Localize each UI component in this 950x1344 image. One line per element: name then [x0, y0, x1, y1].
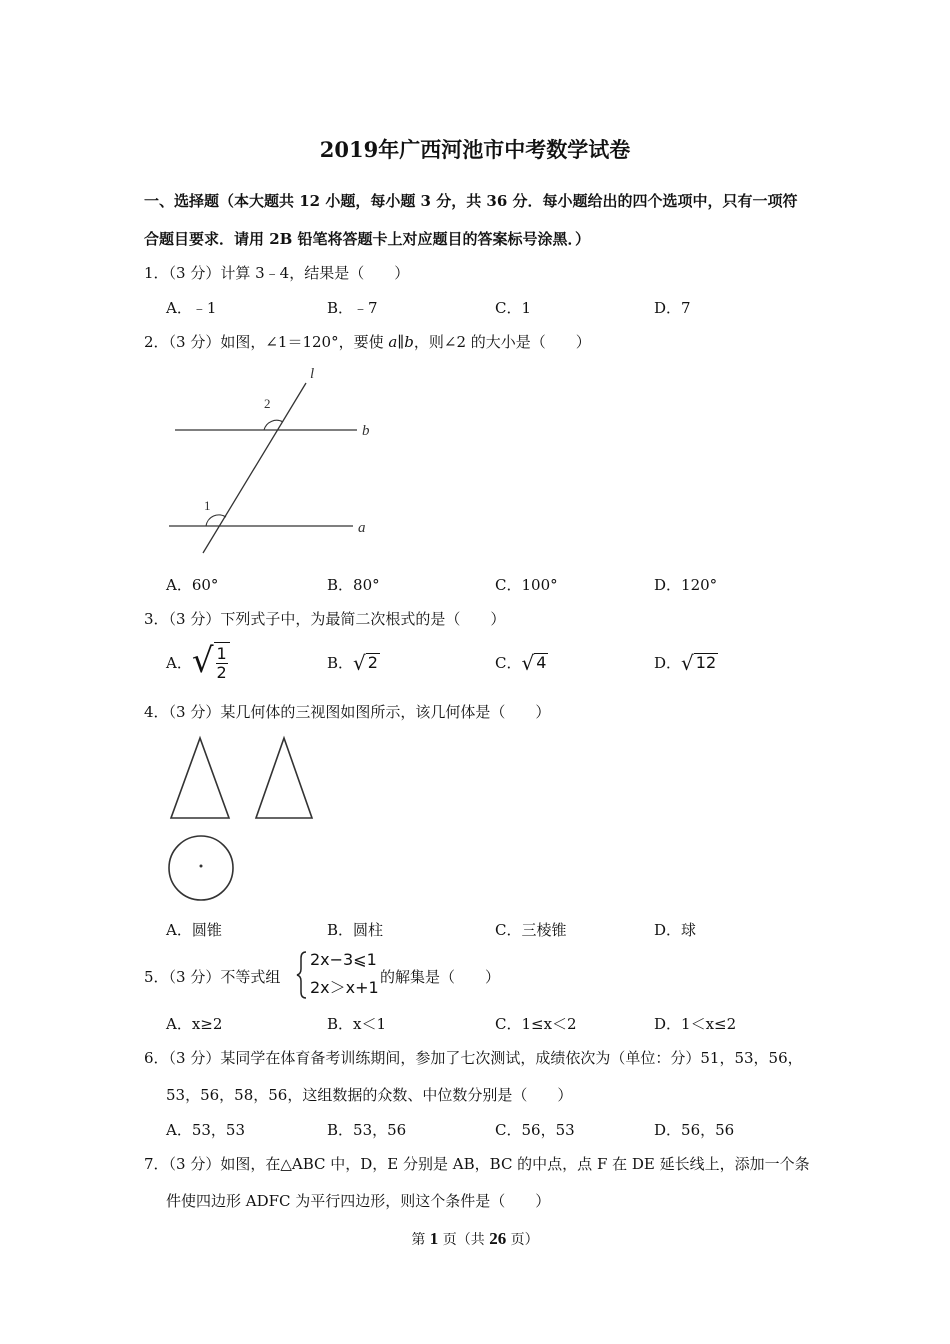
q4-option-b: B．圆柱: [327, 921, 384, 939]
sqrt-2: [353, 650, 380, 675]
q2-option-d: D．120°: [654, 576, 718, 594]
q3-option-c: [495, 652, 548, 673]
top-view-center-dot: [200, 865, 203, 868]
q2-option-b: B．80°: [327, 576, 380, 594]
q5-option-c: C．1≤x＜2: [495, 1015, 577, 1033]
fraction-one-half: [216, 645, 228, 682]
question-6-line-1: 6．（3 分）某同学在体育备考训练期间，参加了七次测试，成绩依次为（单位：分）51，53，56，: [144, 1049, 803, 1067]
label-angle-1: 1: [204, 498, 211, 513]
parallel-lines-figure: [160, 360, 390, 560]
sqrt-12: [681, 650, 718, 675]
page-title: 2019年广西河池市中考数学试卷: [319, 137, 631, 162]
radical-sign: √: [521, 650, 535, 675]
q3-option-a: [166, 642, 230, 682]
q6-option-b: B．53，56: [327, 1121, 407, 1139]
q3-option-c-label: C．: [495, 654, 522, 672]
q3-option-a-label: A．: [166, 653, 192, 672]
radical-sign: √: [681, 650, 694, 675]
question-3-stem: 3．（3 分）下列式子中，为最简二次根式的是（ ）: [144, 610, 506, 628]
footer-total-pages: 26: [489, 1229, 507, 1248]
q3-option-d: [654, 652, 718, 673]
question-5-stem-post: 的解集是（ ）: [380, 968, 501, 986]
q1-option-a: A．﹣1: [166, 299, 217, 317]
q3-option-b: [327, 652, 380, 673]
q2-var-a: a: [388, 333, 398, 351]
sqrt-4: [521, 650, 548, 675]
label-b: b: [362, 423, 370, 439]
question-4-stem: 4．（3 分）某几何体的三视图如图所示，该几何体是（ ）: [144, 703, 551, 721]
q4-option-a: A．圆锥: [166, 921, 222, 939]
q2-option-c: C．100°: [495, 576, 558, 594]
three-views-figure: [160, 730, 330, 910]
q6-option-d: D．56，56: [654, 1121, 735, 1139]
q4-option-d: D．球: [654, 921, 697, 939]
q5-option-d: D．1＜x≤2: [654, 1015, 737, 1033]
inequality-2: 2x＞x+1: [310, 978, 379, 997]
q5-option-a: A．x≥2: [166, 1015, 223, 1033]
q1-option-b: B．﹣7: [327, 299, 378, 317]
question-7-line-2: 件使四边形 ADFC 为平行四边形，则这个条件是（ ）: [166, 1192, 551, 1210]
fraction-numerator: 1: [216, 644, 227, 663]
q2-var-b: b: [404, 333, 414, 351]
page-footer: [0, 1229, 950, 1249]
q2-stem-post: ，则∠2 的大小是（ ）: [413, 333, 591, 351]
label-angle-2: 2: [264, 396, 271, 411]
q3-option-d-label: D．: [654, 654, 682, 672]
front-view-triangle: [171, 738, 229, 818]
footer-post: 页）: [506, 1232, 539, 1248]
label-l: l: [310, 366, 315, 382]
q5-option-b: B．x＜1: [327, 1015, 387, 1033]
footer-pre: 第: [411, 1232, 430, 1248]
radicand: 12: [695, 652, 717, 672]
q2-stem-pre: 2．（3 分）如图，∠1＝120°，要使: [144, 333, 389, 351]
radical-sign: √: [191, 641, 214, 681]
section-header-line-2: 合题目要求．请用 2B 铅笔将答题卡上对应题目的答案标号涂黑．）: [144, 230, 591, 248]
question-7-line-1: 7．（3 分）如图，在△ABC 中，D，E 分别是 AB，BC 的中点，点 F 在 DE 延长线上，添加一个条: [144, 1155, 810, 1173]
system-brace: [296, 950, 308, 1000]
radical-sign: √: [353, 650, 366, 675]
inequality-1: 2x−3⩽1: [310, 950, 377, 969]
q3-option-b-label: B．: [327, 654, 354, 672]
radicand: 4: [536, 652, 547, 672]
top-view-circle: [169, 836, 233, 900]
section-header-line-1: 一、选择题（本大题共 12 小题，每小题 3 分，共 36 分．每小题给出的四个选项中，只有一项符: [144, 192, 798, 210]
sqrt-one-half: [192, 642, 230, 682]
radicand: [214, 642, 230, 682]
q4-option-c: C．三棱锥: [495, 921, 567, 939]
question-1-stem: 1．（3 分）计算 3﹣4，结果是（ ）: [144, 264, 410, 282]
question-5-stem-pre: 5．（3 分）不等式组: [144, 968, 281, 986]
radicand: 2: [367, 652, 378, 672]
q6-option-c: C．56，53: [495, 1121, 575, 1139]
label-a: a: [358, 520, 366, 536]
line-l: [203, 383, 306, 553]
footer-mid: 页（共: [438, 1232, 490, 1248]
q2-option-a: A．60°: [166, 576, 219, 594]
question-2-stem: [144, 331, 591, 352]
q1-option-d: D．7: [654, 299, 691, 317]
q1-option-c: C．1: [495, 299, 532, 317]
q2-parallel: ∥: [397, 333, 405, 351]
q6-option-a: A．53，53: [166, 1121, 246, 1139]
question-6-line-2: 53，56，58，56，这组数据的众数、中位数分别是（ ）: [166, 1086, 573, 1104]
footer-page-number: 1: [429, 1229, 439, 1248]
side-view-triangle: [256, 738, 312, 818]
fraction-denominator: 2: [216, 663, 227, 682]
